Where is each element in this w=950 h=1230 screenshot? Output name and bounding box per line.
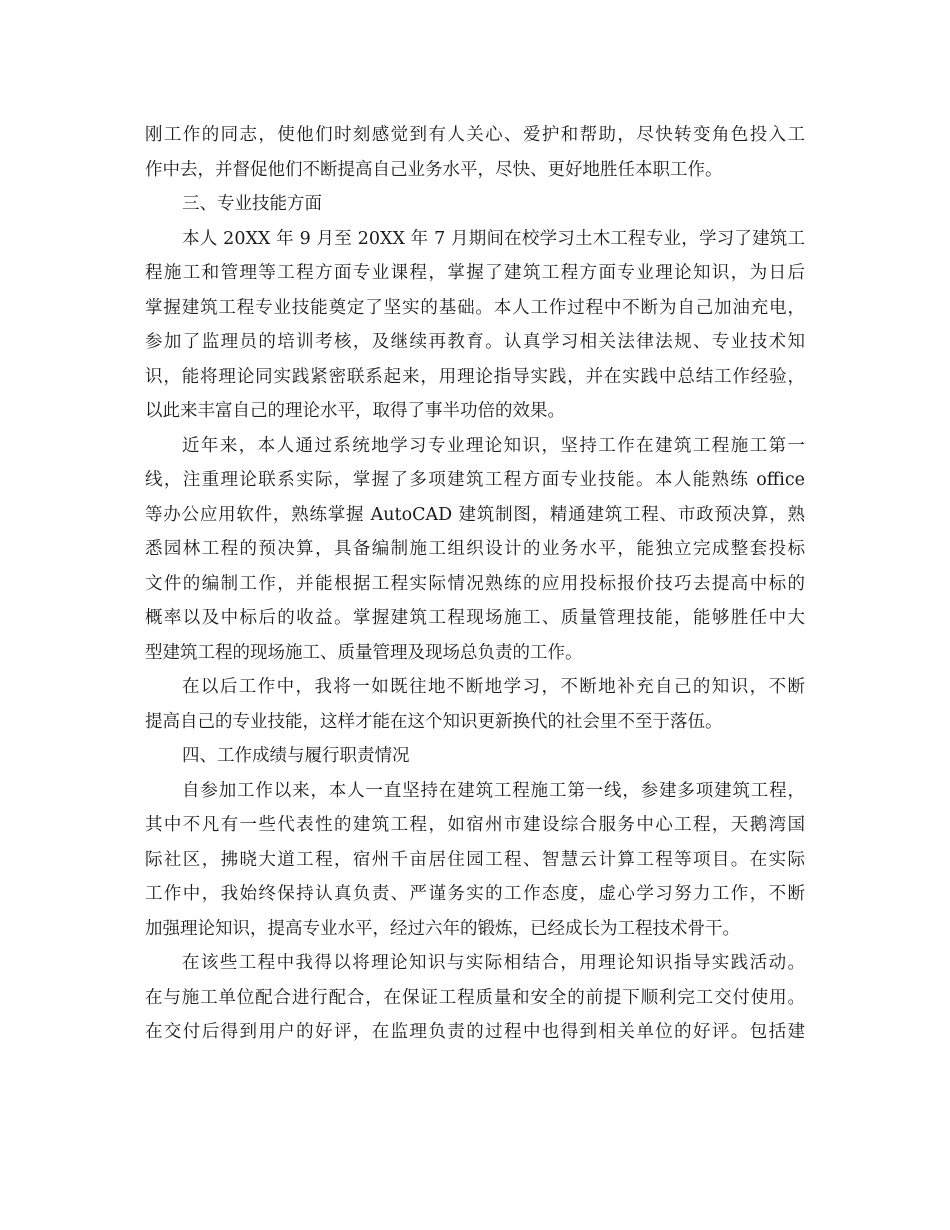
text-line: 等办公应用软件，熟练掌握 AutoCAD 建筑制图，精通建筑工程、市政预决算，熟 bbox=[145, 504, 805, 525]
text-line: 提高自己的专业技能，这样才能在这个知识更新换代的社会里不至于落伍。 bbox=[145, 711, 723, 732]
text-line: 以此来丰富自己的理论水平，取得了事半功倍的效果。 bbox=[145, 401, 565, 421]
text-line: 概率以及中标后的收益。掌握建筑工程现场施工、质量管理技能，能够胜任中大 bbox=[145, 608, 805, 628]
text-line: 在该些工程中我得以将理论知识与实际相结合，用理论知识指导实践活动。 bbox=[182, 953, 805, 973]
text-line: 加强理论知识，提高专业水平，经过六年的锻炼，已经成长为工程技术骨干。 bbox=[145, 918, 740, 939]
text-line: 识，能将理论同实践紧密联系起来，用理论指导实践，并在实践中总结工作经验， bbox=[145, 366, 805, 387]
text-line: 在与施工单位配合进行配合，在保证工程质量和安全的前提下顺利完工交付使用。 bbox=[145, 987, 805, 1008]
text-line: 在以后工作中，我将一如既往地不断地学习，不断地补充自己的知识，不断 bbox=[182, 677, 805, 697]
text-line: 际社区，拂晓大道工程，宿州千亩居住园工程、智慧云计算工程等项目。在实际 bbox=[145, 849, 805, 870]
text-line: 其中不凡有一些代表性的建筑工程，如宿州市建设综合服务中心工程，天鹅湾国 bbox=[145, 815, 805, 835]
text-line: 自参加工作以来，本人一直坚持在建筑工程施工第一线，参建多项建筑工程， bbox=[182, 780, 805, 801]
section-heading: 三、专业技能方面 bbox=[182, 194, 322, 214]
text-line: 工作中，我始终保持认真负责、严谨务实的工作态度，虚心学习努力工作，不断 bbox=[145, 884, 805, 904]
text-line: 线，注重理论联系实际，掌握了多项建筑工程方面专业技能。本人能熟练 office bbox=[145, 470, 805, 490]
text-line: 参加了监理员的培训考核，及继续再教育。认真学习相关法律法规、专业技术知 bbox=[145, 332, 805, 352]
text-line: 在交付后得到用户的好评，在监理负责的过程中也得到相关单位的好评。包括建 bbox=[145, 1022, 805, 1042]
section-heading: 四、工作成绩与履行职责情况 bbox=[182, 746, 410, 766]
text-line: 刚工作的同志，使他们时刻感觉到有人关心、爱护和帮助，尽快转变角色投入工 bbox=[145, 125, 805, 145]
text-line: 悉园林工程的预决算，具备编制施工组织设计的业务水平，能独立完成整套投标 bbox=[145, 539, 805, 559]
document-body bbox=[145, 118, 805, 1050]
text-line: 作中去，并督促他们不断提高自己业务水平，尽快、更好地胜任本职工作。 bbox=[145, 159, 723, 180]
text-line: 文件的编制工作，并能根据工程实际情况熟练的应用投标报价技巧去提高中标的 bbox=[145, 573, 805, 594]
text-line: 近年来，本人通过系统地学习专业理论知识，坚持工作在建筑工程施工第一 bbox=[182, 435, 805, 456]
text-line: 本人 20XX 年 9 月至 20XX 年 7 月期间在校学习土木工程专业，学习了建筑工 bbox=[182, 228, 805, 249]
text-line: 型建筑工程的现场施工、质量管理及现场总负责的工作。 bbox=[145, 642, 583, 663]
text-line: 程施工和管理等工程方面专业课程，掌握了建筑工程方面专业理论知识，为日后 bbox=[145, 263, 805, 283]
text-line: 掌握建筑工程专业技能奠定了坚实的基础。本人工作过程中不断为自己加油充电， bbox=[145, 297, 805, 318]
